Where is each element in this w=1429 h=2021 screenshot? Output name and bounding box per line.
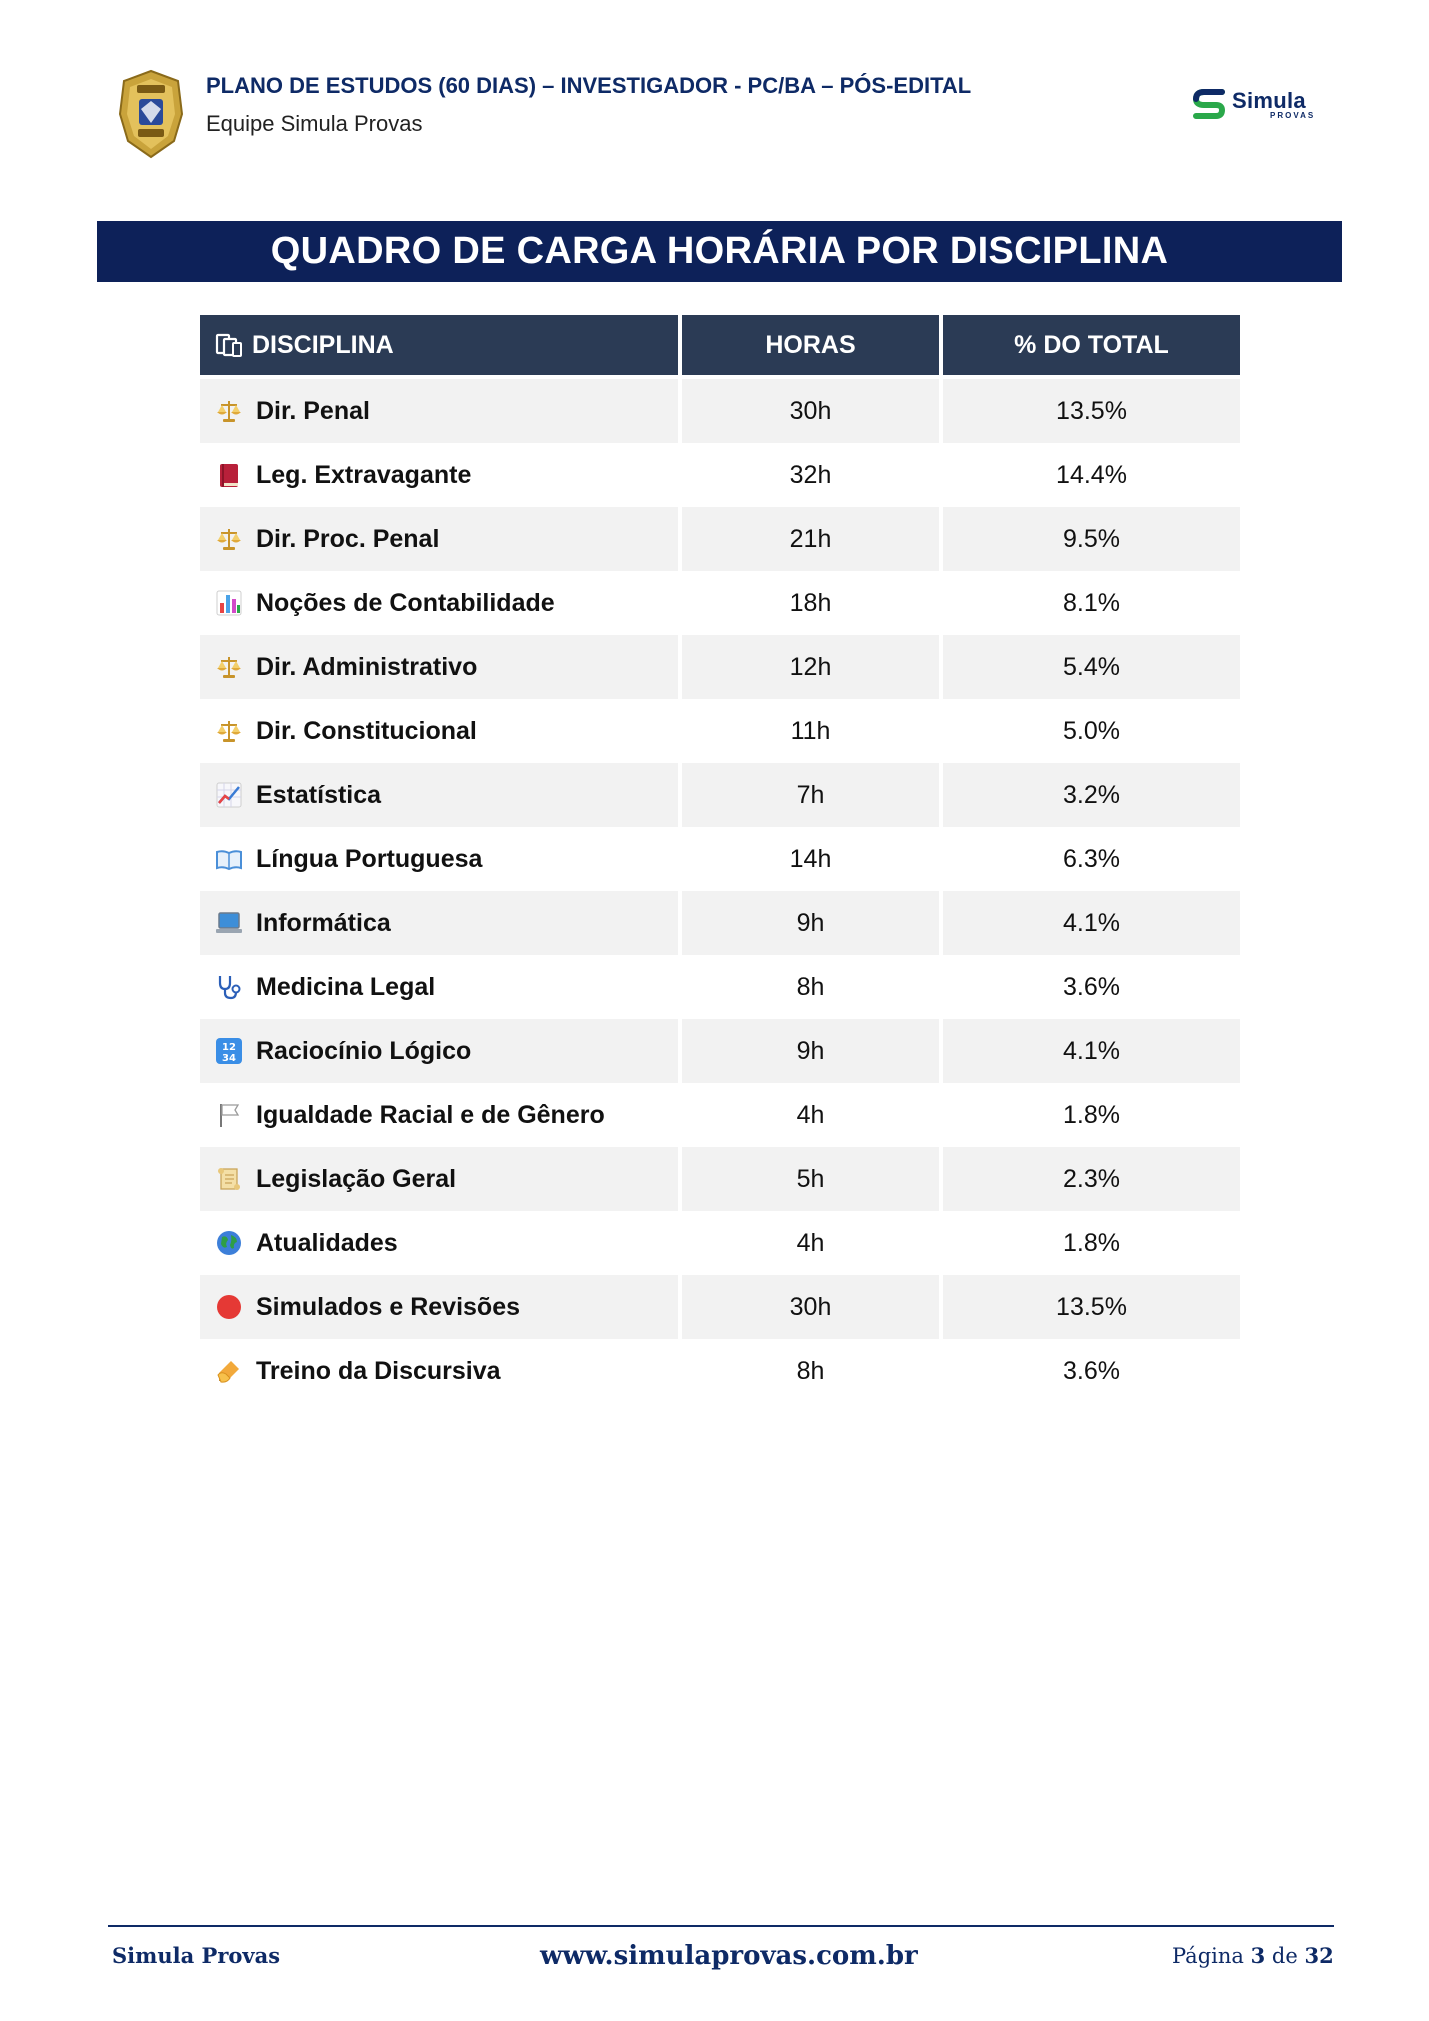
- discipline-cell: [200, 507, 678, 571]
- svg-text:12: 12: [222, 1042, 236, 1053]
- percent-cell: 13.5%: [943, 379, 1240, 443]
- discipline-name: Raciocínio Lógico: [256, 1036, 472, 1065]
- hours-cell: 12h: [682, 635, 939, 699]
- hours-cell: 9h: [682, 891, 939, 955]
- percent-cell: 9.5%: [943, 507, 1240, 571]
- red-circle-icon: [214, 1292, 244, 1322]
- discipline-name: Legislação Geral: [256, 1164, 457, 1193]
- document-title: PLANO DE ESTUDOS (60 DIAS) – INVESTIGADOR - PC/BA – PÓS-EDITAL: [206, 73, 972, 98]
- table-row: [200, 763, 1240, 827]
- percent-cell: 3.6%: [1063, 1356, 1120, 1385]
- hours-cell: 14h: [789, 844, 832, 873]
- page-of: de: [1271, 1944, 1298, 1968]
- scales-icon: [214, 716, 244, 746]
- header-disciplina-label: DISCIPLINA: [252, 330, 394, 359]
- percent-cell: 5.4%: [943, 635, 1240, 699]
- flag-icon: [214, 1100, 244, 1130]
- document-subtitle: Equipe Simula Provas: [206, 111, 423, 136]
- table-row: [200, 891, 1240, 955]
- percent-cell: 3.6%: [1063, 972, 1120, 1001]
- table-row: [200, 1339, 1240, 1403]
- hours-cell: 8h: [796, 972, 825, 1001]
- hours-cell: 5h: [682, 1147, 939, 1211]
- discipline-cell: [200, 1019, 678, 1083]
- discipline-cell: [200, 955, 678, 1019]
- globe-icon: [214, 1228, 244, 1258]
- percent-cell: 1.8%: [1063, 1100, 1120, 1129]
- discipline-name: Noções de Contabilidade: [256, 588, 555, 617]
- discipline-cell: [200, 1211, 678, 1275]
- table-row: [200, 571, 1240, 635]
- discipline-name: Dir. Penal: [256, 396, 370, 425]
- scales-icon: [214, 396, 244, 426]
- discipline-cell: [200, 1275, 678, 1339]
- table-row: [200, 955, 1240, 1019]
- percent-cell: 5.0%: [1063, 716, 1120, 745]
- books-icon: [214, 330, 244, 360]
- discipline-name: Dir. Constitucional: [256, 716, 477, 745]
- book-icon: [214, 460, 244, 490]
- hours-cell: 30h: [682, 379, 939, 443]
- table-row: [200, 1211, 1240, 1275]
- discipline-cell: [200, 1147, 678, 1211]
- percent-cell: 14.4%: [1056, 460, 1127, 489]
- table-row: [200, 1019, 1240, 1083]
- page-number: [1172, 1943, 1334, 1968]
- hours-cell: 9h: [682, 1019, 939, 1083]
- percent-cell: 1.8%: [1063, 1228, 1120, 1257]
- footer-brand: Simula Provas: [112, 1943, 281, 1968]
- table-row: [200, 827, 1240, 891]
- laptop-icon: [214, 908, 244, 938]
- percent-cell: 4.1%: [943, 891, 1240, 955]
- hours-cell: 8h: [796, 1356, 825, 1385]
- table-row: [200, 443, 1240, 507]
- hours-cell: 21h: [682, 507, 939, 571]
- discipline-cell: [200, 699, 678, 763]
- discipline-cell: [200, 379, 678, 443]
- open-book-icon: [214, 844, 244, 874]
- header-horas: HORAS: [682, 315, 939, 375]
- logo-wordmark: Simula: [1232, 88, 1306, 113]
- percent-cell: 13.5%: [943, 1275, 1240, 1339]
- writing-hand-icon: [214, 1356, 244, 1386]
- table-row: [200, 379, 1240, 443]
- hours-cell: 4h: [796, 1100, 825, 1129]
- discipline-cell: [200, 827, 678, 891]
- header-percent: % DO TOTAL: [943, 315, 1240, 375]
- svg-text:34: 34: [222, 1053, 236, 1064]
- hours-cell: 32h: [789, 460, 832, 489]
- header-disciplina: [200, 315, 678, 375]
- stethoscope-icon: [214, 972, 244, 1002]
- table-row: [200, 1275, 1240, 1339]
- workload-table: [200, 315, 1240, 1403]
- footer-divider: [108, 1925, 1334, 1927]
- section-banner: QUADRO DE CARGA HORÁRIA POR DISCIPLINA: [97, 221, 1342, 282]
- discipline-cell: [200, 1339, 678, 1403]
- line-chart-icon: [214, 780, 244, 810]
- hours-cell: 7h: [682, 763, 939, 827]
- table-row: [200, 1147, 1240, 1211]
- discipline-name: Estatística: [256, 780, 382, 809]
- discipline-name: Informática: [256, 908, 391, 937]
- discipline-name: Dir. Administrativo: [256, 652, 478, 681]
- discipline-name: Treino da Discursiva: [256, 1356, 501, 1385]
- police-badge-logo: [116, 69, 186, 159]
- table-row: [200, 699, 1240, 763]
- discipline-name: Língua Portuguesa: [256, 844, 483, 873]
- bar-chart-icon: [214, 588, 244, 618]
- discipline-cell: [200, 1083, 678, 1147]
- page-current: 3: [1250, 1943, 1266, 1968]
- table-row: [200, 1083, 1240, 1147]
- table-row: [200, 635, 1240, 699]
- table-header-row: [200, 315, 1240, 375]
- discipline-name: Dir. Proc. Penal: [256, 524, 440, 553]
- discipline-name: Igualdade Racial e de Gênero: [256, 1100, 605, 1129]
- table-row: [200, 507, 1240, 571]
- scroll-icon: [214, 1164, 244, 1194]
- discipline-cell: [200, 443, 678, 507]
- logo-subtext: PROVAS: [1270, 111, 1316, 120]
- scales-icon: [214, 652, 244, 682]
- percent-cell: 6.3%: [1063, 844, 1120, 873]
- discipline-cell: [200, 891, 678, 955]
- hours-cell: 11h: [790, 716, 831, 745]
- page-label: Página: [1172, 1944, 1244, 1968]
- percent-cell: 3.2%: [943, 763, 1240, 827]
- hours-cell: 30h: [682, 1275, 939, 1339]
- percent-cell: 2.3%: [943, 1147, 1240, 1211]
- discipline-name: Leg. Extravagante: [256, 460, 472, 489]
- discipline-cell: [200, 635, 678, 699]
- discipline-name: Simulados e Revisões: [256, 1292, 521, 1321]
- scales-icon: [214, 524, 244, 554]
- discipline-cell: [200, 763, 678, 827]
- discipline-name: Atualidades: [256, 1228, 398, 1257]
- discipline-name: Medicina Legal: [256, 972, 436, 1001]
- hours-cell: 18h: [789, 588, 832, 617]
- hours-cell: 4h: [796, 1228, 825, 1257]
- percent-cell: 8.1%: [1063, 588, 1120, 617]
- discipline-cell: [200, 571, 678, 635]
- footer-website-link[interactable]: www.simulaprovas.com.br: [540, 1941, 918, 1971]
- percent-cell: 4.1%: [943, 1019, 1240, 1083]
- page-total: 32: [1304, 1943, 1334, 1968]
- numbers-icon: [214, 1036, 244, 1066]
